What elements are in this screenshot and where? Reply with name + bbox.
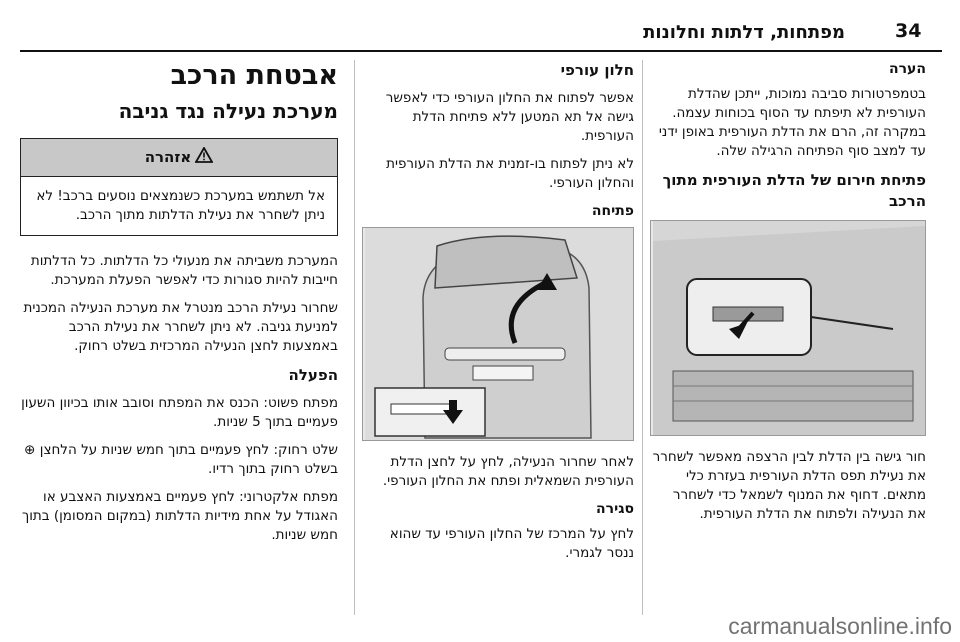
warning-text: אל תשתמש במערכת כשנמצאים נוסעים ברכב! לא ניתן לשחרר את נעילת הדלתות מתוך הרכב. bbox=[36, 188, 325, 223]
section-title: אבטחת הרכב bbox=[170, 60, 338, 91]
column-divider bbox=[354, 60, 355, 615]
paragraph: לאחר שחרור הנעילה, לחץ על לחצן הדלת העורפית השמאלית ופתח את החלון העורפי. bbox=[382, 454, 634, 489]
emergency-release-illustration bbox=[653, 221, 925, 435]
warning-title: אזהרה bbox=[144, 148, 192, 166]
paragraph: שחרור נעילת הרכב מנטרל את מערכת הנעילה המכנית למניעת גניבה. לא ניתן לשחרר את נעילת הרכב באמצעות לחצן הנעילה המרכזית בשלט רחוק. bbox=[23, 300, 338, 354]
page-header bbox=[0, 0, 960, 44]
page-number: 34 bbox=[895, 20, 922, 42]
note-text: בטמפרטורות סביבה נמוכות, ייתכן שהדלת העורפית לא תיפתח עד הסוף בכוחות עצמה. במקרה זה, הרם את הדלת העורפית באופן ידני עד למצב סוף הפתיחה הרגילה שלה. bbox=[658, 86, 926, 159]
column-right-content bbox=[20, 60, 338, 554]
watermark: carmanualsonline.info bbox=[728, 613, 952, 639]
lock-button-symbol: ⊕ bbox=[24, 442, 36, 458]
warning-box bbox=[20, 138, 338, 236]
heading-rear-window: חלון עורפי bbox=[560, 61, 634, 79]
heading-opening: פתיחה bbox=[591, 203, 634, 219]
paragraph bbox=[20, 441, 338, 479]
warning-triangle-icon bbox=[195, 147, 213, 168]
paragraph: חור גישה בין הדלת לבין הרצפה מאפשר לשחרר את נעילת תפס הדלת העורפית בעזרת כלי מתאים. דחוף את המנוף לשמאל כדי לשחרר את הנעילה ולפתוח את הדלת העורפית. bbox=[652, 449, 926, 522]
column-left bbox=[652, 60, 926, 533]
paragraph: לחץ על המרכז של החלון העורפי עד שהוא ננסר לגמרי. bbox=[389, 526, 634, 561]
running-title: מפתחות, דלתות וחלונות bbox=[643, 22, 845, 43]
heading-activation: הפעלה bbox=[288, 366, 338, 384]
paragraph: המערכת משביתה את מנעולי כל הדלתות. כל הדלתות חייבות להיות סגורות כדי לאפשר הפעלת המערכת. bbox=[30, 253, 338, 288]
paragraph-part: בשלט רחוק בתוך רדיו. bbox=[208, 461, 338, 477]
note-title: הערה bbox=[889, 61, 926, 77]
rear-window-illustration bbox=[365, 228, 633, 440]
subsection-title: מערכת נעילה נגד גניבה bbox=[118, 99, 338, 123]
figure-emergency-release bbox=[650, 220, 926, 436]
paragraph: מפתח אלקטרוני: לחץ פעמיים באמצעות האצבע או האגודל על אחת מידיות הדלתות (במקום המסומן) בתוך חמש שניות. bbox=[21, 489, 338, 543]
heading-closing: סגירה bbox=[596, 501, 634, 517]
column-divider bbox=[642, 60, 643, 615]
warning-header bbox=[21, 139, 337, 177]
heading-emergency-opening: פתיחת חירום של הדלת העורפית מתוך הרכב bbox=[662, 171, 926, 210]
paragraph-part: שלט רחוק: לחץ פעמיים בתוך חמש שניות על הלחצן bbox=[35, 442, 338, 458]
paragraph: מפתח פשוט: הכנס את המפתח וסובב אותו בכיוון השעון פעמיים בתוך 5 שניות. bbox=[21, 395, 338, 430]
paragraph: אפשר לפתוח את החלון העורפי כדי לאפשר גישה אל תא המטען ללא פתיחת הדלת העורפית. bbox=[385, 90, 634, 144]
figure-rear-window bbox=[362, 227, 634, 441]
column-middle bbox=[364, 60, 634, 572]
header-rule bbox=[20, 50, 942, 52]
paragraph: לא ניתן לפתוח בו-זמנית את הדלת העורפית והחלון העורפי. bbox=[386, 156, 634, 191]
